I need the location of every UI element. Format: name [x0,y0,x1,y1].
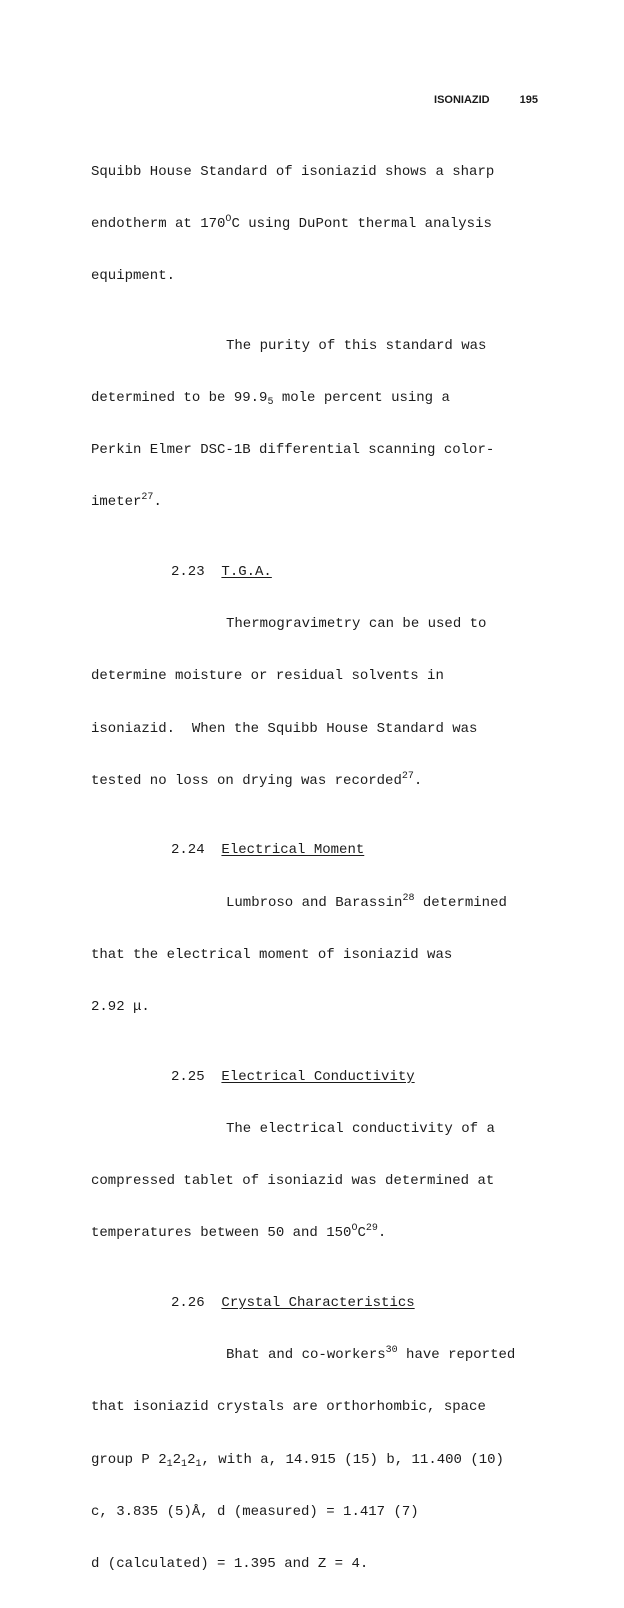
running-title: ISONIAZID [434,94,490,106]
section-heading-2-26 [91,1295,551,1312]
running-header [0,94,538,106]
text-line: endotherm at $170^OC$ using DuPont thermal analysis [91,214,492,233]
section-number: 2.23 [171,564,205,581]
text-line: isoniazid. When the Squibb House Standard was [91,720,478,737]
text-line: compressed tablet of isoniazid was determined at [91,1173,495,1190]
text-line: temperatures between 50 and $150^OC^{29}$. [91,1223,387,1242]
section-heading-2-23 [91,564,551,581]
section-number: 2.25 [171,1068,205,1085]
section-heading-2-24 [91,842,551,859]
section-number: 2.26 [171,1294,205,1311]
section-number: 2.24 [171,842,205,859]
text-line: determined to be $99.9_5$ mole percent using a [91,390,450,409]
text-line: Squibb House Standard of isoniazid shows a sharp [91,163,495,180]
section-title: T.G.A. [221,564,272,581]
text-line: equipment. [91,268,176,285]
body-text [91,129,551,1608]
text-line: that isoniazid crystals are orthorhombic, space [91,1399,486,1416]
text-line: d (calculated) = 1.395 and Z = 4. [91,1555,369,1572]
text-line: Thermogravimetry can be used to [226,616,487,633]
text-line: 2.92 μ. [91,999,150,1016]
text-line: c, 3.835 (5)Å, d (measured) = 1.417 (7) [91,1503,419,1520]
text-line: imeter$^{27}$. [91,492,162,511]
text-line: Lumbroso and Barassin$^{28}$ determined [226,892,507,911]
section-title: Crystal Characteristics [221,1294,415,1311]
section-heading-2-25 [91,1069,551,1086]
text-line: Bhat and co-workers$^{30}$ have reported [226,1345,516,1364]
text-line: Perkin Elmer DSC-1B differential scanning color- [91,442,495,459]
text-line: determine moisture or residual solvents in [91,668,444,685]
section-title: Electrical Conductivity [221,1068,415,1085]
text-line: that the electrical moment of isoniazid was [91,946,453,963]
page-number: 195 [519,94,538,106]
text-line: The electrical conductivity of a [226,1120,495,1137]
section-title: Electrical Moment [221,842,365,859]
text-line: The purity of this standard was [226,337,487,354]
text-line: group P $2_12_12_1$, with a, 14.915 (15) b, 11.400 (10) [91,1451,504,1470]
text-line: tested no loss on drying was recorded$^{27}$. [91,770,423,789]
